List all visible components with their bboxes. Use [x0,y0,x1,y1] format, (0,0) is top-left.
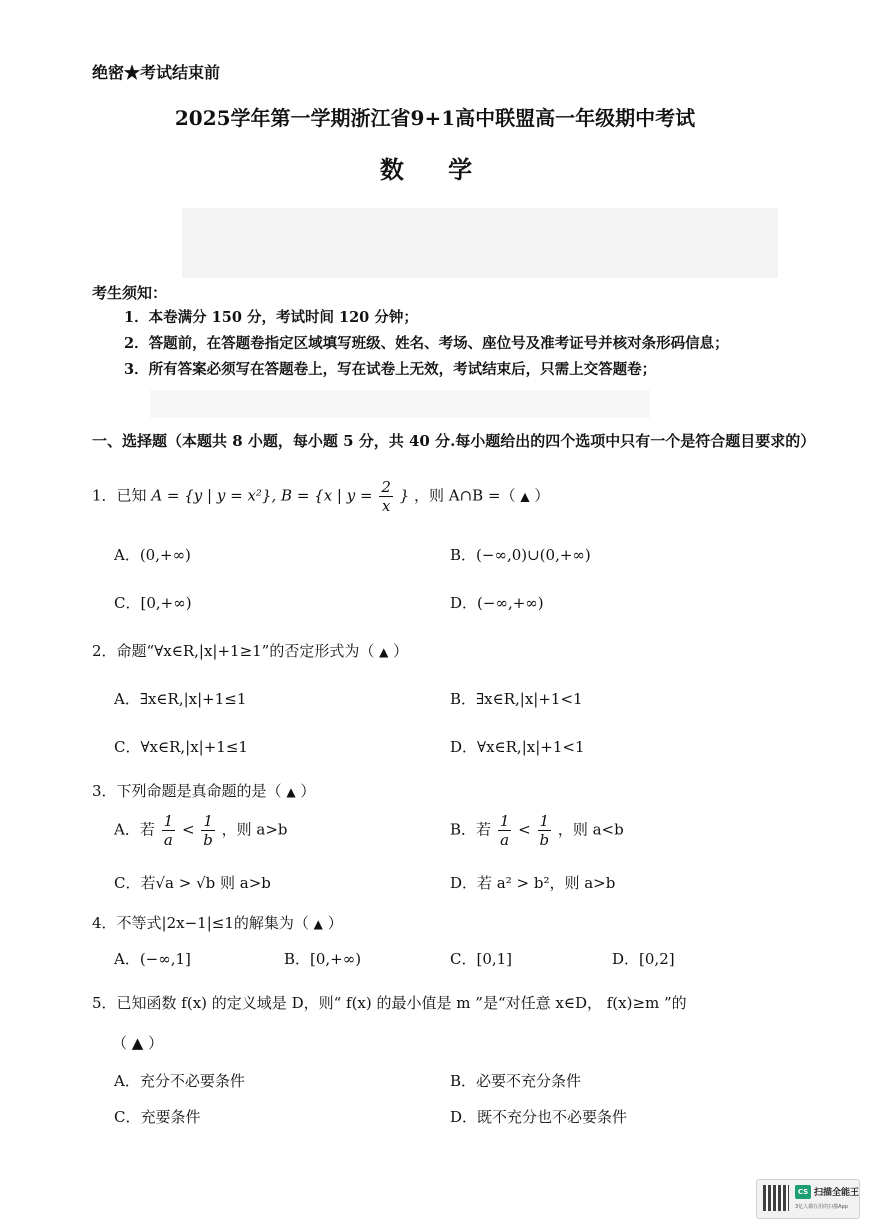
frac-num: 1 [203,812,213,830]
q2-option-b: B．∃x∈R,|x|+1<1 [450,690,583,708]
q1-option-a: A．(0,+∞) [114,546,191,564]
q1-prefix: 1．已知 [92,486,147,505]
q3-option-c: C．若√a > √b 则 a>b [114,874,271,892]
q3-text: 3．下列命题是真命题的是（ [92,782,282,800]
question-2 [92,640,408,661]
q5-option-a: A．充分不必要条件 [114,1072,245,1090]
question-4 [92,912,343,933]
q3-b-prefix: B．若 [450,820,492,839]
question-5: 5．已知函数 f(x) 的定义域是 D，则“ f(x) 的最小值是 m ”是“对任意 x∈D， f(x)≥m ”的 [92,994,687,1012]
answer-blank-icon: ▲ [286,785,296,799]
frac-den: a [163,831,173,849]
q2-option-a: A．∃x∈R,|x|+1≤1 [114,690,247,708]
q2-close: ） [393,642,409,660]
q3-a-lt: < [181,820,195,839]
scan-shading-2 [150,390,650,418]
answer-blank-icon: ▲ [379,645,389,659]
confidential-label: 绝密★考试结束前 [92,63,221,82]
q4-option-d: D．[0,2] [612,950,675,968]
answer-blank-icon: ▲ [313,917,323,931]
frac-den: b [203,831,213,849]
q3-a-suffix: ，则 a>b [221,820,288,839]
section-heading: 一、选择题（本题共 8 小题，每小题 5 分，共 40 分.每小题给出的四个选项中只有一个是符合题目要求的） [92,432,816,450]
q3-a-frac-1 [162,812,176,849]
q3-a-prefix: A．若 [114,820,155,839]
question-3 [92,780,315,801]
q3-b-lt: < [518,820,531,839]
frac-num: 1 [163,812,174,830]
q2-option-c: C．∀x∈R,|x|+1≤1 [114,738,248,756]
q3-option-b [450,812,624,849]
scanner-watermark [756,1179,860,1219]
q3-b-suffix: ，则 a<b [557,820,624,839]
scanner-app-name: 扫描全能王 [814,1188,860,1198]
q1-set-b-left: B = {x | y = [281,486,373,505]
notice-item: 3．所有答案必须写在答题卷上，写在试卷上无效，考试结束后，只需上交答题卷； [124,361,657,378]
qr-code-icon [763,1185,789,1211]
answer-blank-icon: ▲ [520,489,530,504]
q3-a-frac-2 [201,812,215,849]
notice-heading: 考生须知： [92,284,168,302]
frac-den: b [539,831,550,849]
subject-title: 数 学 [379,155,491,184]
frac-den: a [500,831,510,849]
scanner-app-subtitle: 3亿人都在用的扫描App [795,1204,848,1210]
q4-close: ） [327,914,343,932]
camscanner-logo-icon: CS [795,1185,811,1199]
q3-close: ） [300,782,316,800]
q4-text: 4．不等式|2x−1|≤1的解集为（ [92,914,309,932]
q4-option-a: A．(−∞,1] [114,950,191,968]
q1-suffix: ，则 A∩B =（ [414,486,516,505]
q1-set-b-right: } [399,486,410,505]
exam-title: 2025学年第一学期浙江省9+1高中联盟高一年级期中考试 [174,106,696,130]
q2-text: 2．命题“∀x∈R,|x|+1≥1”的否定形式为（ [92,642,375,660]
q1-close: ） [534,486,550,505]
q2-option-d: D．∀x∈R,|x|+1<1 [450,738,585,756]
frac-num: 1 [499,812,510,830]
q1-set-a: A = {y | y = x²}, [151,486,277,505]
question-1 [92,478,549,515]
q1-option-b: B．(−∞,0)∪(0,+∞) [450,546,591,564]
q1-option-c: C．[0,+∞) [114,594,192,612]
q3-option-a [114,812,288,849]
q4-option-b: B．[0,+∞) [284,950,362,968]
q4-option-c: C．[0,1] [450,950,513,968]
q1-option-d: D．(−∞,+∞) [450,594,544,612]
notice-item: 1．本卷满分 150 分，考试时间 120 分钟； [124,309,418,326]
q5-option-b: B．必要不充分条件 [450,1072,582,1090]
notice-item: 2．答题前，在答题卷指定区域填写班级、姓名、考场、座位号及准考证号并核对条形码信息； [124,335,729,352]
q3-b-frac-2 [538,812,552,849]
frac-num: 1 [539,812,550,830]
q1-frac-num: 2 [381,478,391,496]
q3-option-d: D．若 a² > b²，则 a>b [450,874,616,892]
scan-shading [182,208,778,278]
question-5-paren: （ ▲ ） [112,1034,164,1052]
q1-frac-den: x [381,497,391,515]
q5-option-c: C．充要条件 [114,1108,201,1126]
q5-option-d: D．既不充分也不必要条件 [450,1108,628,1126]
q3-b-frac-1 [498,812,512,849]
q1-fraction [379,478,393,515]
